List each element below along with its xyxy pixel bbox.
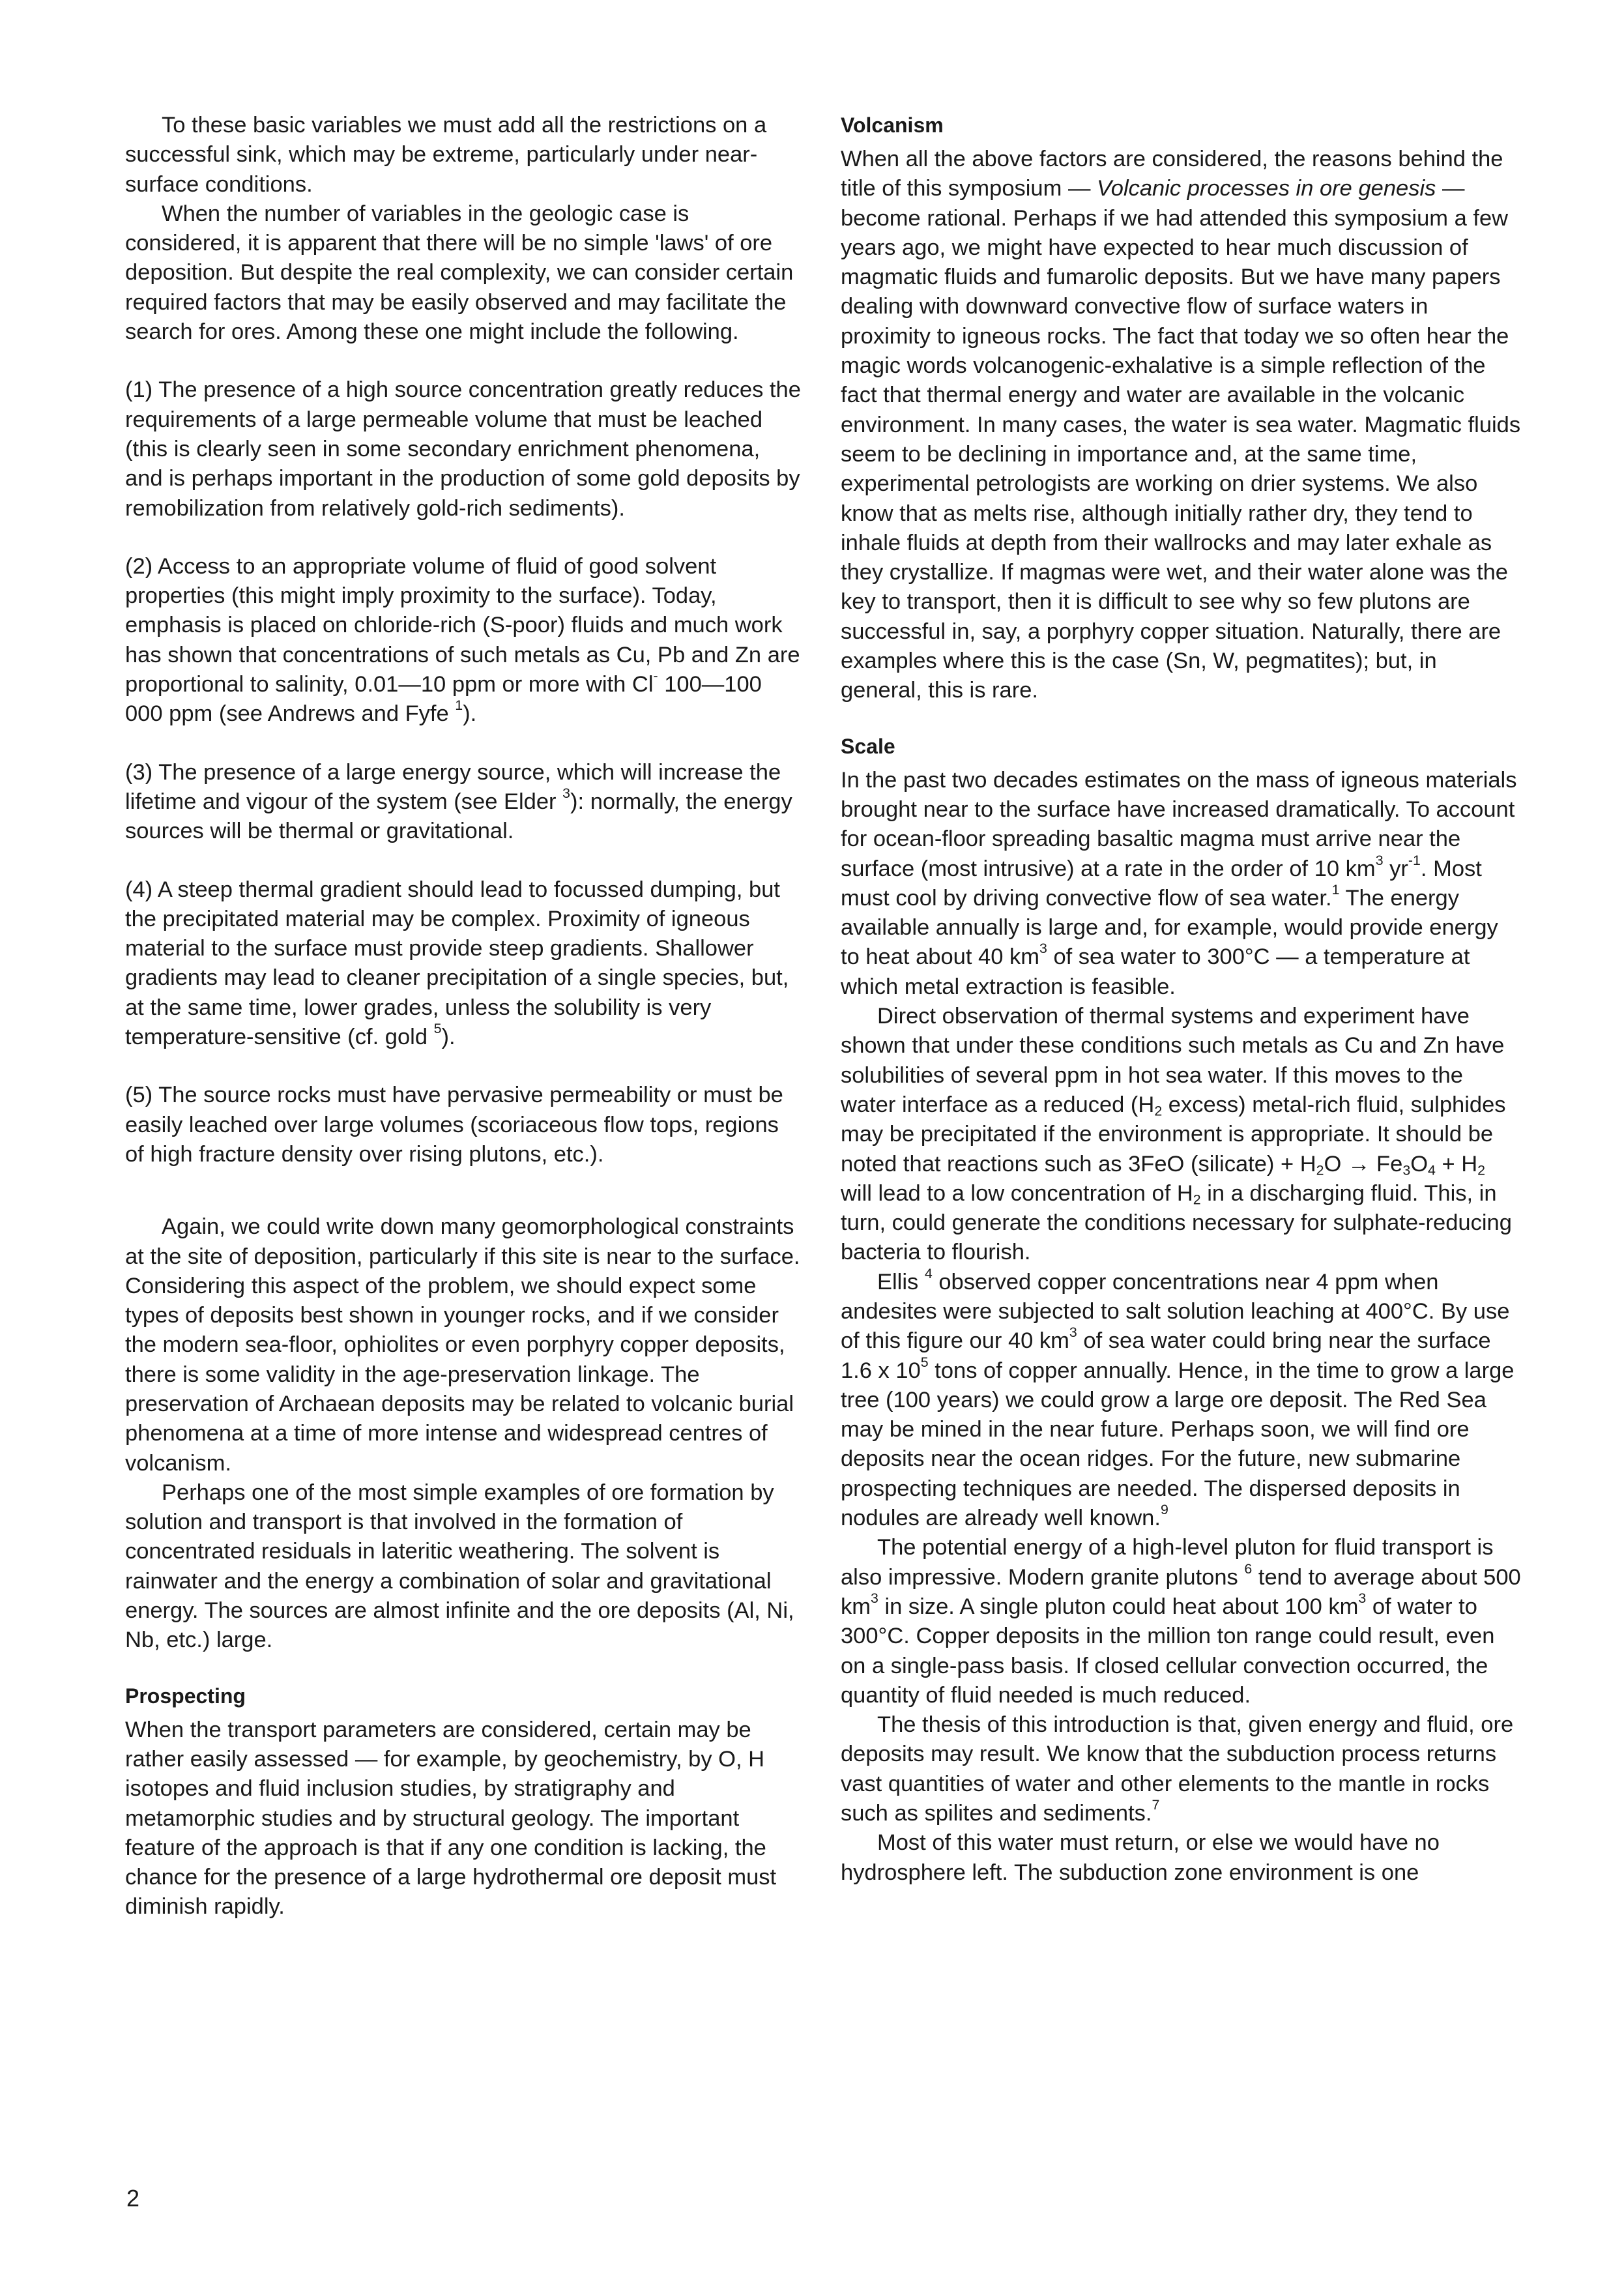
paragraph: Most of this water must return, or else we would have no hydrosphere left. The subduction zone environment is one [841,1830,1440,1885]
paragraph: Again, we could write down many geomorphological constraints at the site of deposition, particularly if this site is near to the surface. Considering this aspect of the problem, we should expect some types of deposits best shown in younger rocks, and if we consider the modern sea-floor, ophiolites or even porphyry copper deposits, there is some validity in the age-preservation linkage. The preservation of Archaean deposits may be related to volcanic burial phenomena at a time of more intense and widespread centres of volcanism. [125,1214,800,1476]
paragraph: Direct observation of thermal systems and experiment have shown that under these conditions such metals as Cu and Zn have solubilities of several ppm in hot sea water. If this moves to the water interface as a reduced ($H_2$ excess) metal-rich fluid, sulphides may be precipitated if the environment is appropriate. It should be noted that reactions such as 3FeO (silicate) + $H_2O \to Fe_3O_4 + H_2$ will lead to a low concentration of $H_2$ in a discharging fluid. This, in turn, could generate the conditions necessary for sulphate-reducing bacteria to flourish. [841,1004,1512,1265]
paragraph: To these basic variables we must add all the restrictions on a successful sink, which may be extreme, particularly under near-surface conditions. [125,113,767,197]
list-item: (4) A steep thermal gradient should lead to focussed dumping, but the precipitated material may be complex. Proximity of igneous material to the surface must provide steep gradients. Shallower gradients may lead to cleaner precipitation of a single species, but, at the same time, lower grades, unless the solubility is very temperature-sensitive (cf. gold $^5$). [125,877,789,1050]
paragraph: In the past two decades estimates on the mass of igneous materials brought near to the surface have increased dramatically. To account for ocean-floor spreading basaltic magma must arrive near the surface (most intrusive) at a rate in the order of 10 $km^3$ $yr^{-1}$. Most must cool by driving convective flow of sea water.$^1$ The energy available annually is large and, for example, would provide energy to heat about 40 $km^3$ of sea water to 300°C — a temperature at which metal extraction is feasible. [841,767,1517,999]
list-item: (5) The source rocks must have pervasive permeability or must be easily leached over large volumes (scoriaceous flow tops, regions of high fracture density over rising plutons, etc.). [125,1083,783,1167]
paragraph: The thesis of this introduction is that, given energy and fluid, ore deposits may result. We know that the subduction process returns vast quantities of water and other elements to the mantle in rocks such as spilites and sediments.$^7$ [841,1712,1514,1826]
paragraph: The potential energy of a high-level pluton for fluid transport is also impressive. Modern granite plutons $^6$ tend to average about 500 $km^3$ in size. A single pluton could heat about 100 $km^3$ of water to 300°C. Copper deposits in the million ton range could result, even on a single-pass basis. If closed cellular convection occurred, the quantity of fluid needed is much reduced. [841,1535,1521,1708]
list-item: (3) The presence of a large energy source, which will increase the lifetime and vigour of the system (see Elder $^3$): normally, the energy sources will be thermal or gravitational. [125,759,792,844]
page-number: 2 [126,2185,140,2212]
paragraph: When all the above factors are considered, the reasons behind the title of this symposium — Volcanic processes in ore genesis — become rational. Perhaps if we had attended this symposium a few years ago, we might have expected to hear much discussion of magmatic fluids and fumarolic deposits. But we have many papers dealing with downward convective flow of surface waters in proximity to igneous rocks. The fact that today we so often hear the magic words volcanogenic-exhalative is a simple reflection of the fact that thermal energy and water are available in the volcanic environment. In many cases, the water is sea water. Magmatic fluids seem to be declining in importance and, at the same time, experimental petrologists are working on drier systems. We also know that as melts rise, although initially rather dry, they tend to inhale fluids at depth from their wallrocks and may later exhale as they crystallize. If magmas were wet, and their water alone was the key to transport, then it is difficult to see why so few plutons are successful in, say, a porphyry copper situation. Naturally, there are examples where this is the case (Sn, W, pegmatites); but, in general, this is rare. [841,147,1521,703]
paragraph: When the number of variables in the geologic case is considered, it is apparent that there will be no simple 'laws' of ore deposition. But despite the real complexity, we can consider certain required factors that may be easily observed and may facilitate the search for ores. Among these one might include the following. [125,201,794,345]
paragraph: Perhaps one of the most simple examples of ore formation by solution and transport is that involved in the formation of concentrated residuals in lateritic weathering. The solvent is rainwater and the energy a combination of solar and gravitational energy. The sources are almost infinite and the ore deposits (Al, Ni, Nb, etc.) large. [125,1480,794,1653]
paragraph: When the transport parameters are considered, certain may be rather easily assessed — for example, by geochemistry, by O, H isotopes and fluid inclusion studies, by stratigraphy and metamorphic studies and by structural geology. The important feature of the approach is that if any one condition is lacking, the chance for the presence of a large hydrothermal ore deposit must diminish rapidly. [125,1717,777,1920]
section-heading-scale: Scale [841,734,895,758]
list-item: (2) Access to an appropriate volume of fluid of good solvent properties (this might imply proximity to the surface). Today, emphasis is placed on chloride-rich (S-poor) fluids and much work has shown that concentrations of such metals as Cu, Pb and Zn are proportional to salinity, 0.01—10 ppm or more with Cl- 100—100 000 ppm (see Andrews and Fyfe $^1$). [125,553,800,727]
section-heading-prospecting: Prospecting [125,1684,246,1708]
right-column [841,111,1522,1888]
symposium-title: Volcanic processes in ore genesis [1097,176,1436,201]
left-column [125,111,803,1922]
paragraph: Ellis $^4$ observed copper concentrations near 4 ppm when andesites were subjected to salt solution leaching at 400°C. By use of this figure our 40 $km^3$ of sea water could bring near the surface 1.6 x $10^5$ tons of copper annually. Hence, in the time to grow a large tree (100 years) we could grow a large ore deposit. The Red Sea may be mined in the near future. Perhaps soon, we will find ore deposits near the ocean ridges. For the future, new submarine prospecting techniques are needed. The dispersed deposits in nodules are already well known.$^9$ [841,1265,1515,1531]
list-item: (1) The presence of a high source concentration greatly reduces the requirements of a large permeable volume that must be leached (this is clearly seen in some secondary enrichment phenomena, and is perhaps important in the production of some gold deposits by remobilization from relatively gold-rich sediments). [125,377,801,521]
section-heading-volcanism: Volcanism [841,113,944,137]
